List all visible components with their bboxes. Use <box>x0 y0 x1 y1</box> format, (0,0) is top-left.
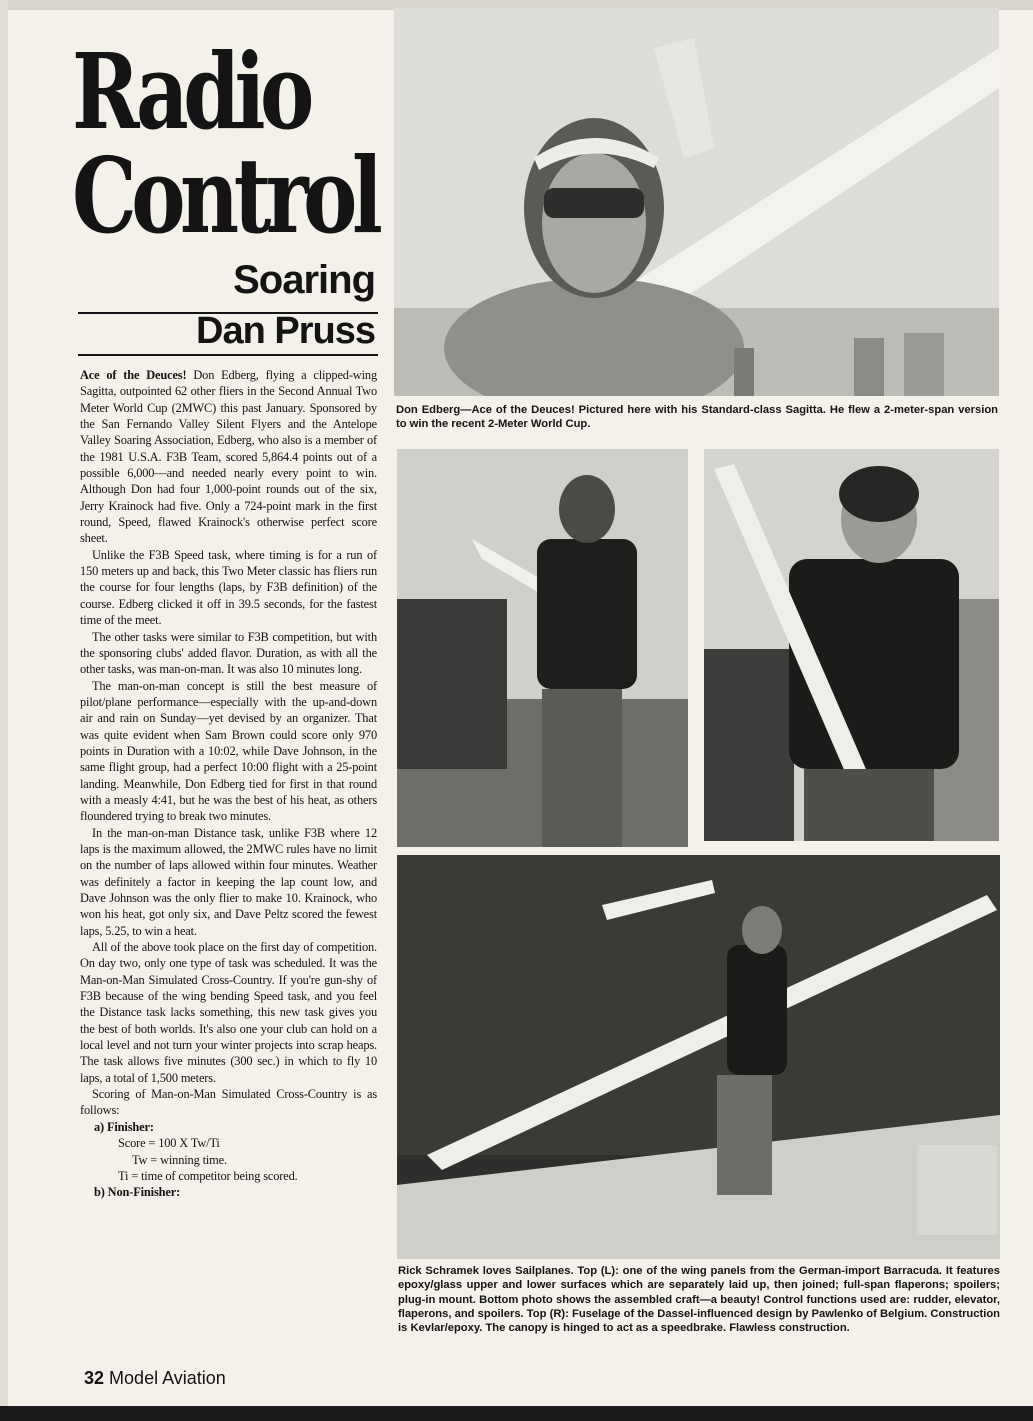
page-footer <box>84 1368 226 1389</box>
photo-edberg <box>394 8 999 396</box>
paragraph-6: All of the above took place on the first day of competition. On day two, only one type of task was scheduled. It was the Man-on-Man Simulated Cross-Country. If you're gun-shy of F3B because of the wing bending Speed task, and you feel the Distance task lacks something, this new task gives you the best of both worlds. It's also one your club can hold on a local level and not turn your winter projects into scrap heaps. The task allows five minutes (300 sec.) in which to fly 10 laps, a total of 1,500 meters. <box>80 940 377 1085</box>
page-number: 32 <box>84 1368 105 1388</box>
scoring-tw: Tw = winning time. <box>132 1152 227 1167</box>
caption-bottom: Rick Schramek loves Sailplanes. Top (L): one of the wing panels from the German-import Barracuda. It features epoxy/glass upper and lower surfaces which are separately laid up, then joined; full-span flaperons; spoilers; plug-in mount. Bottom photo shows the assembled craft—a beauty! Control functions used are: rudder, elevator, flaperons, and spoilers. Top (R): Fuselage of the Dassel-influenced design by Pawlenko of Belgium. Construction is Kevlar/epoxy. The canopy is hinged to act as a speedbrake. Flawless construction. <box>398 1265 1000 1335</box>
scoring-finisher: a) Finisher: <box>94 1119 154 1134</box>
title-line-control: Control <box>72 134 378 257</box>
caption-top: Don Edberg—Ace of the Deuces! Pictured here with his Standard-class Sagitta. He flew a 2-meter-span version to win the recent 2-Meter World Cup. <box>396 404 998 431</box>
scoring-non-finisher: b) Non-Finisher: <box>94 1185 181 1200</box>
page-edge-bottom <box>0 1406 1033 1421</box>
page-title <box>72 30 378 257</box>
magazine-name: Model Aviation <box>109 1368 226 1388</box>
photo-fuselage <box>704 449 999 841</box>
author-byline: Dan Pruss <box>196 310 375 352</box>
scoring-formula: Score = 100 X Tw/Ti <box>118 1136 220 1151</box>
scoring-ti: Ti = time of competitor being scored. <box>118 1168 298 1183</box>
paragraph-2: Unlike the F3B Speed task, where timing is for a run of 150 meters up and back, this Two Meter classic has fliers run the course for four lengths (laps, by F3B definition) of the course. Edberg clicked it off in 39.5 seconds, for the fastest time of the meet. <box>80 547 377 628</box>
paragraph-1: Ace of the Deuces! Don Edberg, flying a clipped-wing Sagitta, outpointed 62 other fliers in the Second Annual Two Meter World Cup (2MWC) this past January. Sponsored by the San Fernando Valley Silent Flyers and the Antelope Valley Soaring Association, Edberg, who also is a member of the 1981 U.S.A. F3B Team, scored 5,864.4 points out of a possible 6,000—and needed nearly every point to win. Although Don had four 1,000-point rounds out of the six, Jerry Krainock had five. Only a 724-point mark in the first round, Speed, flawed Krainock's otherwise perfect score sheet. <box>80 368 377 546</box>
section-subtitle: Soaring <box>233 258 375 302</box>
scoring-list <box>80 1119 377 1201</box>
photo-assembled-glider <box>397 855 1000 1259</box>
title-line-radio: Radio <box>72 30 309 153</box>
lead-in: Ace of the Deuces! <box>80 368 187 382</box>
page-edge-left <box>0 0 8 1421</box>
article-body <box>80 367 377 1201</box>
photo-wing-panel <box>397 449 688 847</box>
paragraph-7: Scoring of Man-on-Man Simulated Cross-Country is as follows: <box>80 1087 377 1118</box>
paragraph-3: The other tasks were similar to F3B competition, but with the sponsoring clubs' added flavor. Duration, as with all the other tasks, was man-on-man. It was also 10 minutes long. <box>80 629 377 677</box>
byline-rule <box>78 354 378 356</box>
paragraph-5: In the man-on-man Distance task, unlike F3B where 12 laps is the maximum allowed, the 2MWC rules have no limit on the number of laps allowed within four minutes. Weather was definitely a factor in keeping the lap count low, and Dave Johnson was the only flier to make 10. Krainock, who won his heat, got only six, and Dave Peltz scored the fewest laps, 5.25, to win a heat. <box>80 825 377 938</box>
paragraph-4: The man-on-man concept is still the best measure of pilot/plane performance—especially with the up-and-down air and rain on Sunday—yet devised by an organizer. That was quite evident when Sam Brown could score only 970 points in Duration with a 10:02, while Dave Johnson, in the same flight group, had a perfect 10:00 flight with a 25-point landing. Meanwhile, Don Edberg tied for first in that round with a measly 4:41, but he was the best of his heat, as others floundered trying to break two minutes. <box>80 678 377 824</box>
